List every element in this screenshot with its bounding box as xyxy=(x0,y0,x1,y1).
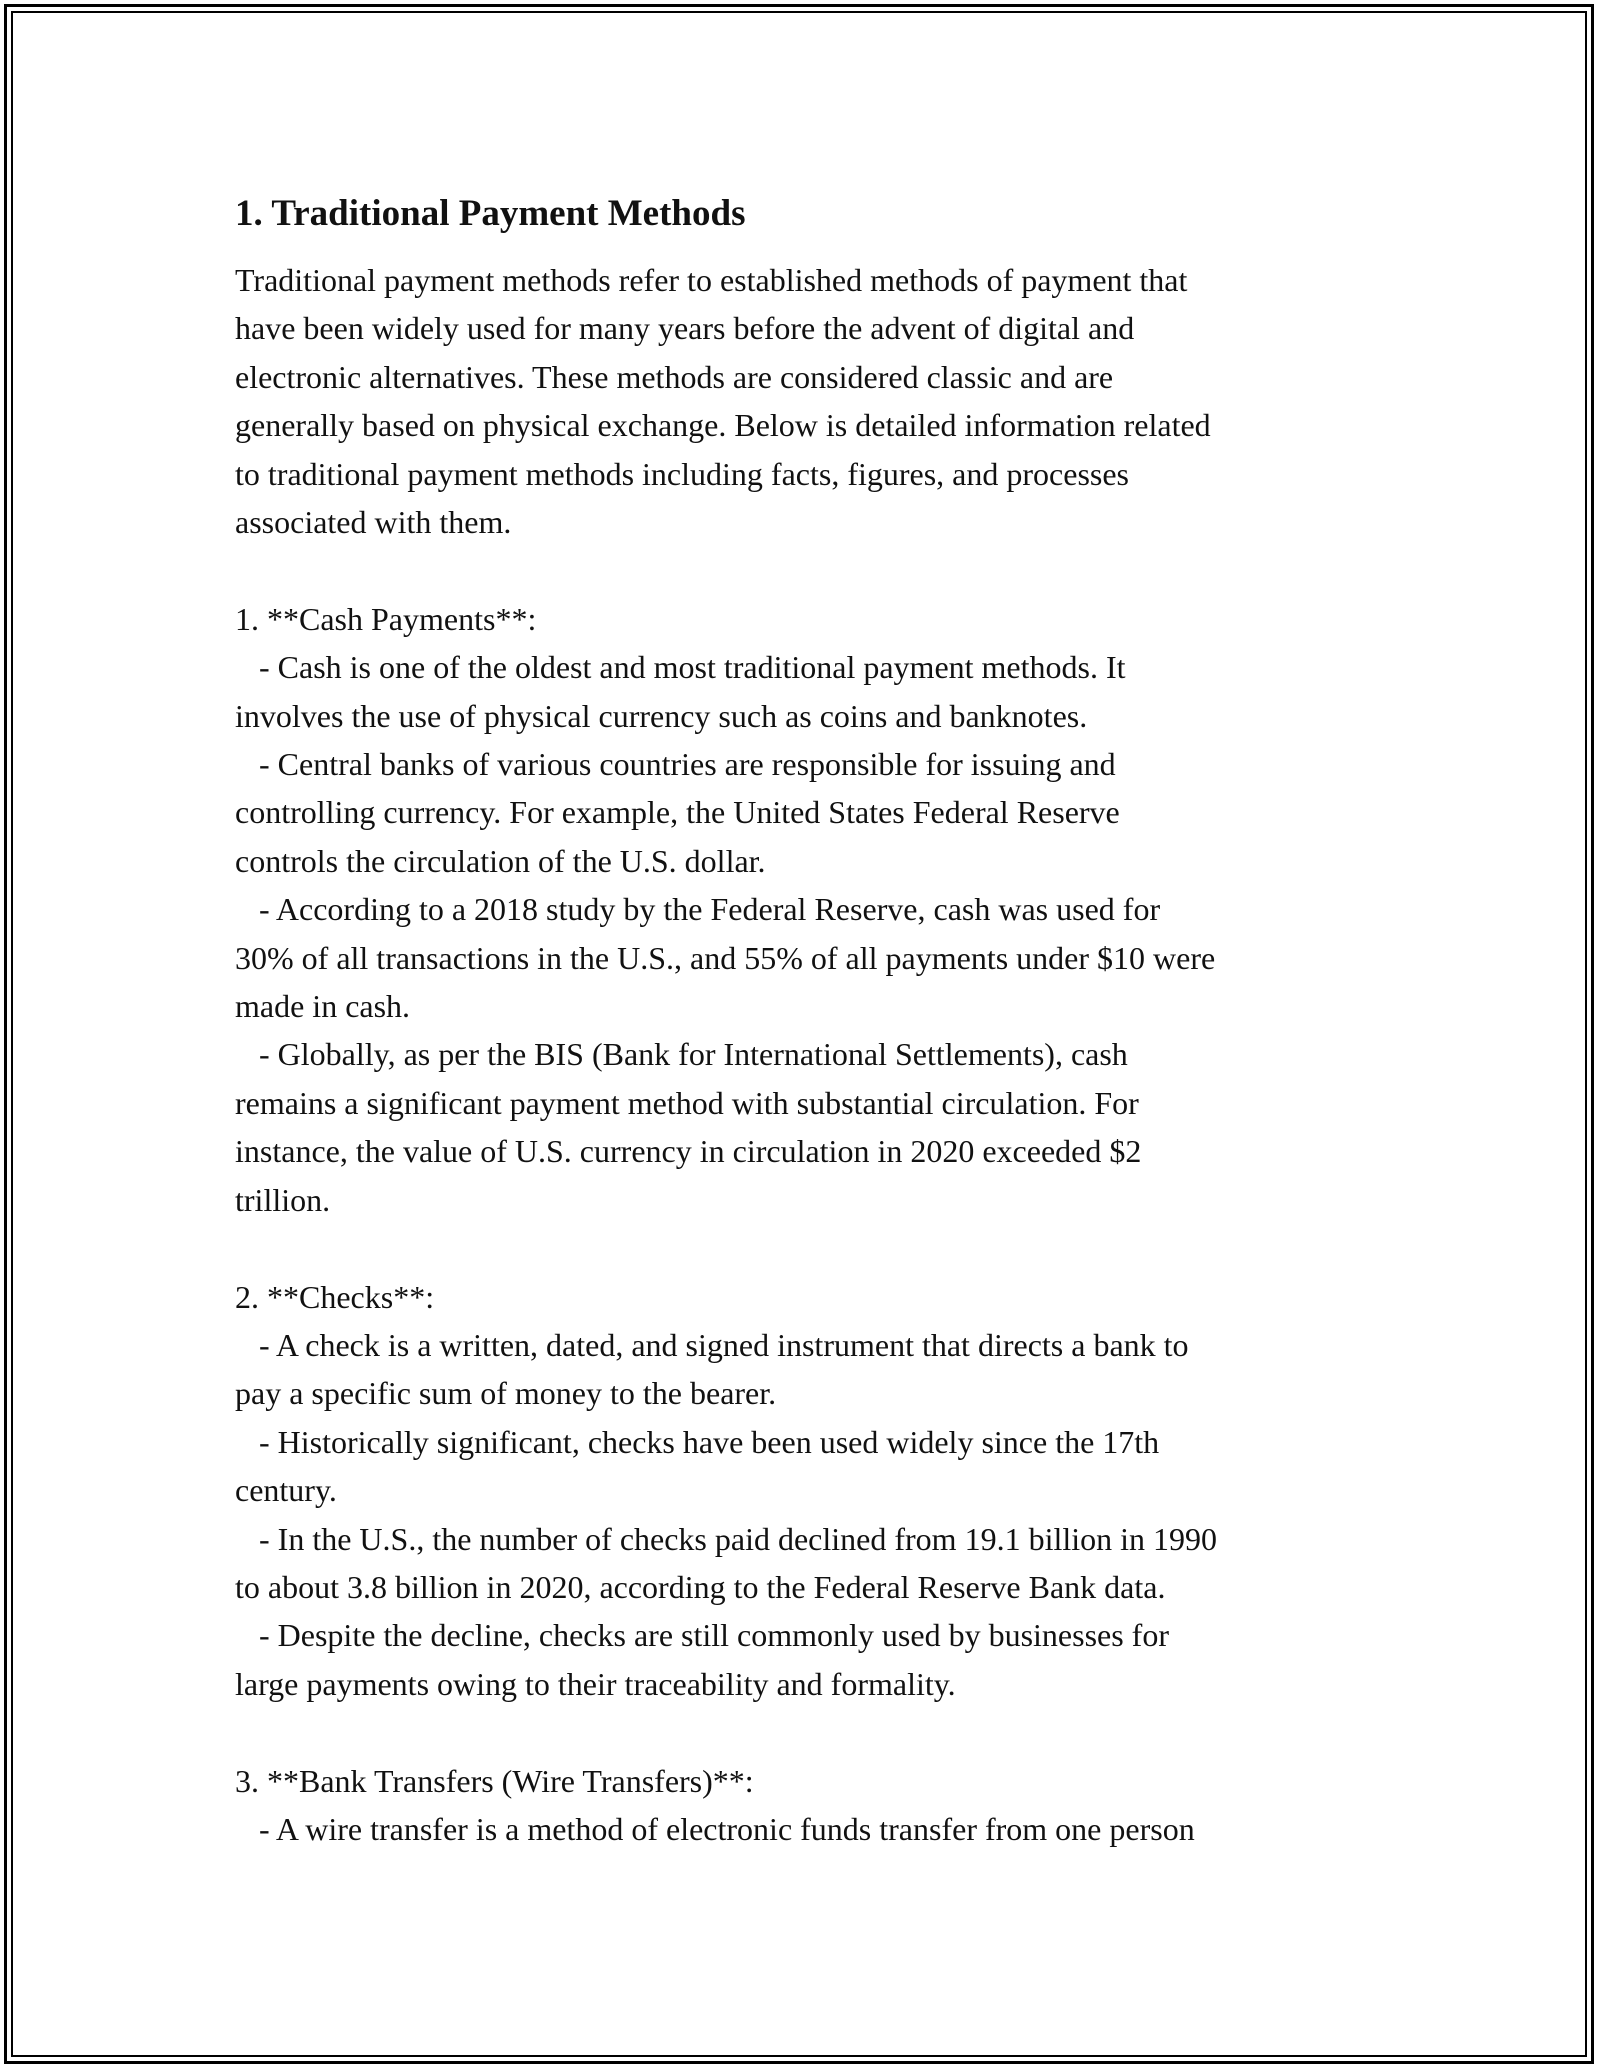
checks-heading: 2. **Checks**: xyxy=(235,1278,435,1315)
section-title: 1. Traditional Payment Methods xyxy=(235,193,746,234)
bank-transfers-heading: 3. **Bank Transfers (Wire Transfers)**: xyxy=(235,1762,754,1799)
paragraph-spacer xyxy=(235,1708,1375,1756)
paragraph-spacer xyxy=(235,1224,1375,1272)
cash-body: - Cash is one of the oldest and most traditional payment methods. It involves the use of physical currency such as coins and banknotes. - Central banks of various countries are responsible for issuing and controlling currency. For example, the United States Federal Reserve controls the circulation of the U.S. dollar. - According to a 2018 study by the Federal Reserve, cash was used for 30% of all transactions in the U.S., and 55% of all payments under $10 were made in cash. - Globally, as per the BIS (Bank for International Settlements), cash remains a significant payment method with substantial circulation. For instance, the value of U.S. currency in circulation in 2020 exceeded $2 trillion. xyxy=(235,649,1216,1218)
document-content xyxy=(235,186,1375,1853)
checks-body: - A check is a written, dated, and signed instrument that directs a bank to pay a specific sum of money to the bearer. - Historically significant, checks have been used widely since the 17th century. - In the U.S., the number of checks paid declined from 19.1 billion in 1990 to about 3.8 billion in 2020, according to the Federal Reserve Bank data. - Despite the decline, checks are still commonly used by businesses for large payments owing to their traceability and formality. xyxy=(235,1326,1218,1702)
intro-paragraph: Traditional payment methods refer to established methods of payment that have been widely used for many years before the advent of digital and electronic alternatives. These methods are considered classic and are generally based on physical exchange. Below is detailed information related to traditional payment methods including facts, figures, and processes associated with them. xyxy=(235,262,1211,541)
cash-heading: 1. **Cash Payments**: xyxy=(235,600,537,637)
paragraph-spacer xyxy=(235,546,1375,594)
bank-transfers-body: - A wire transfer is a method of electronic funds transfer from one person xyxy=(235,1810,1195,1847)
